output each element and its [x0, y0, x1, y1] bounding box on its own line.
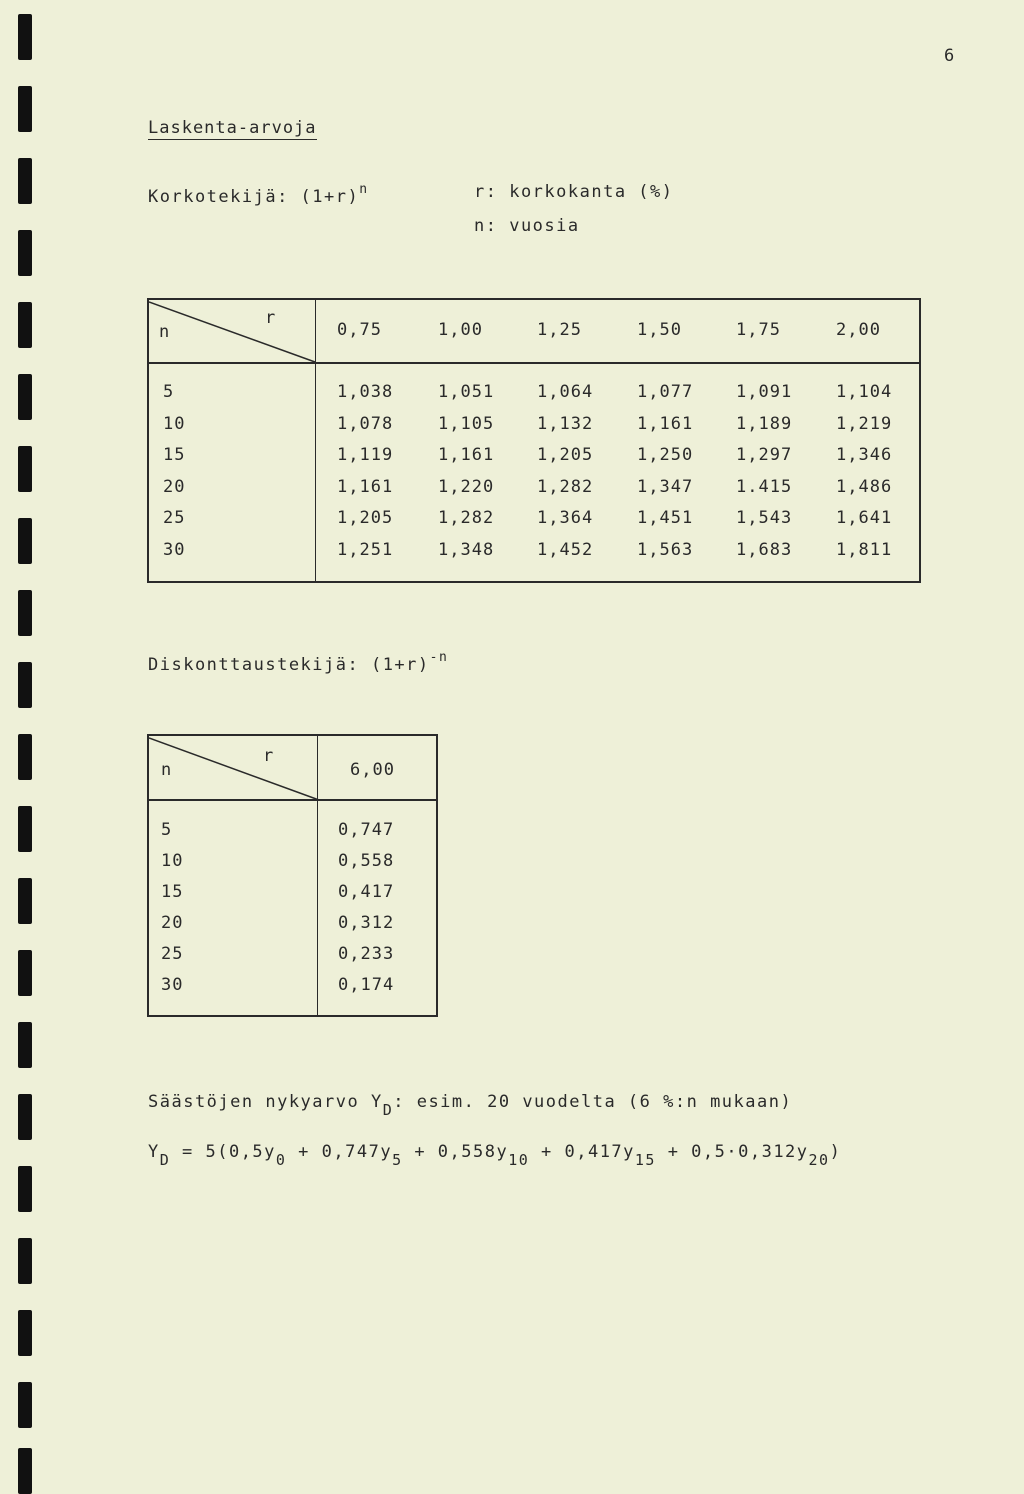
table-cell: 1,189	[736, 413, 793, 434]
table-cell: 1,038	[337, 382, 394, 402]
rate-header: 6,00	[350, 760, 395, 780]
table-cell: 1,282	[438, 508, 495, 528]
binding-hole	[18, 86, 32, 132]
table-cell: 1,161	[337, 476, 394, 497]
table-cell: 1,348	[438, 539, 495, 560]
corner-label-n: n	[161, 760, 173, 780]
table-cell: 1,205	[337, 508, 394, 528]
table-cell: 1,297	[736, 445, 793, 465]
subscript: 5	[392, 1151, 403, 1169]
binding-hole	[18, 662, 32, 708]
binding-hole	[18, 734, 32, 780]
binding-hole	[18, 950, 32, 996]
rate-header: 1,00	[438, 320, 483, 340]
rate-header: 2,00	[836, 320, 881, 340]
table-cell: 1,220	[438, 476, 495, 497]
table-cell: 1,161	[637, 413, 694, 434]
page-number: 6	[944, 46, 955, 66]
table-cell: 1,132	[537, 413, 594, 434]
binding-hole	[18, 302, 32, 348]
rate-header: 0,75	[337, 320, 382, 340]
subscript: 10	[508, 1151, 530, 1169]
table-cell: 0,233	[338, 944, 395, 964]
binding-hole	[18, 1166, 32, 1212]
binding-hole	[18, 1094, 32, 1140]
binding-hole	[18, 518, 32, 564]
formula-part: + 0,417y	[529, 1142, 635, 1162]
rate-header: 1,25	[537, 320, 582, 340]
growth-factor-exponent: n	[359, 182, 369, 197]
table-cell: 1,104	[836, 382, 893, 402]
year-label: 30	[163, 539, 186, 560]
table-cell: 1,064	[537, 382, 594, 402]
table-cell: 1,077	[637, 382, 694, 402]
table-cell: 1,451	[637, 508, 694, 528]
formula-part: = 5(0,5y	[170, 1142, 276, 1162]
formula-part: Y	[148, 1142, 160, 1162]
binding-hole	[18, 374, 32, 420]
table-cell: 1,452	[537, 539, 594, 560]
binding-hole	[18, 1310, 32, 1356]
binding-hole	[18, 1448, 32, 1494]
subscript: 20	[808, 1151, 830, 1169]
table-cell: 1,347	[637, 476, 694, 497]
table-cell: 1,282	[537, 476, 594, 497]
year-label: 20	[161, 913, 184, 933]
growth-factor-table	[147, 298, 921, 583]
table-cell: 1,078	[337, 413, 394, 434]
header-divider	[149, 799, 436, 801]
table-cell: 1,364	[537, 508, 594, 528]
binding-hole	[18, 446, 32, 492]
binding-hole	[18, 806, 32, 852]
table-cell: 1,251	[337, 539, 394, 560]
formula-part: + 0,558y	[402, 1142, 509, 1162]
table-cell: 1,105	[438, 413, 495, 434]
table-cell: 1,250	[637, 445, 694, 465]
corner-diagonal	[149, 300, 317, 364]
discount-factor-exponent: -n	[429, 650, 449, 665]
table-cell: 1,641	[836, 508, 893, 528]
subscript: D	[159, 1151, 171, 1169]
year-label: 5	[161, 820, 173, 840]
table-cell: 1,091	[736, 382, 793, 402]
table-cell: 0,312	[338, 913, 395, 933]
binding-hole	[18, 14, 32, 60]
legend-n: n: vuosia	[474, 216, 580, 236]
formula-part: + 0,747y	[286, 1142, 393, 1162]
year-label: 10	[161, 851, 184, 871]
column-divider	[315, 300, 316, 581]
table-cell: 1,811	[836, 539, 893, 560]
binding-holes	[0, 0, 40, 1478]
table-cell: 0,558	[338, 851, 395, 871]
subscript: D	[382, 1101, 394, 1119]
table-cell: 0,174	[338, 975, 395, 995]
binding-hole	[18, 230, 32, 276]
table-cell: 1,219	[836, 413, 893, 434]
table-cell: 1,051	[438, 382, 495, 402]
year-label: 25	[161, 944, 184, 964]
binding-hole	[18, 158, 32, 204]
table-cell: 0,747	[338, 820, 395, 840]
year-label: 5	[163, 382, 175, 402]
rate-header: 1,75	[736, 320, 781, 340]
discount-factor-formula	[148, 650, 448, 675]
table-cell: 1,486	[836, 476, 893, 497]
table-cell: 1,161	[438, 445, 495, 465]
corner-label-r: r	[265, 308, 277, 328]
table-cell: 0,417	[338, 882, 395, 902]
formula-part: + 0,5·0,312y	[655, 1142, 809, 1162]
corner-label-n: n	[159, 322, 171, 342]
discount-factor-label: Diskonttaustekijä: (1+r)	[148, 655, 430, 675]
legend-r: r: korkokanta (%)	[474, 182, 674, 202]
table-cell: 1,543	[736, 508, 793, 528]
corner-label-r: r	[263, 746, 275, 766]
year-label: 15	[163, 445, 186, 465]
year-label: 20	[163, 476, 186, 497]
page-heading: Laskenta-arvoja	[148, 118, 317, 138]
table-cell: 1.415	[736, 476, 793, 497]
year-label: 25	[163, 508, 186, 528]
savings-text: Säästöjen nykyarvo Y	[148, 1092, 383, 1112]
binding-hole	[18, 1238, 32, 1284]
binding-hole	[18, 1382, 32, 1428]
discount-factor-table	[147, 734, 438, 1017]
savings-formula	[148, 1142, 842, 1169]
corner-diagonal	[149, 736, 321, 802]
table-cell: 1,346	[836, 445, 893, 465]
subscript: 15	[634, 1151, 656, 1169]
rate-header: 1,50	[637, 320, 682, 340]
savings-text: : esim. 20 vuodelta (6 %:n mukaan)	[393, 1092, 793, 1112]
table-cell: 1,563	[637, 539, 694, 560]
header-divider	[149, 362, 919, 364]
table-cell: 1,683	[736, 539, 793, 560]
formula-part: )	[829, 1142, 842, 1162]
subscript: 0	[275, 1151, 287, 1169]
year-label: 30	[161, 975, 184, 995]
year-label: 10	[163, 413, 186, 434]
table-cell: 1,119	[337, 445, 394, 465]
table-cell: 1,205	[537, 445, 594, 465]
binding-hole	[18, 1022, 32, 1068]
column-divider	[317, 736, 318, 1015]
year-label: 15	[161, 882, 184, 902]
growth-factor-label: Korkotekijä: (1+r)	[148, 187, 360, 207]
growth-factor-formula	[148, 182, 369, 207]
binding-hole	[18, 590, 32, 636]
binding-hole	[18, 878, 32, 924]
savings-present-value-line	[148, 1092, 793, 1119]
